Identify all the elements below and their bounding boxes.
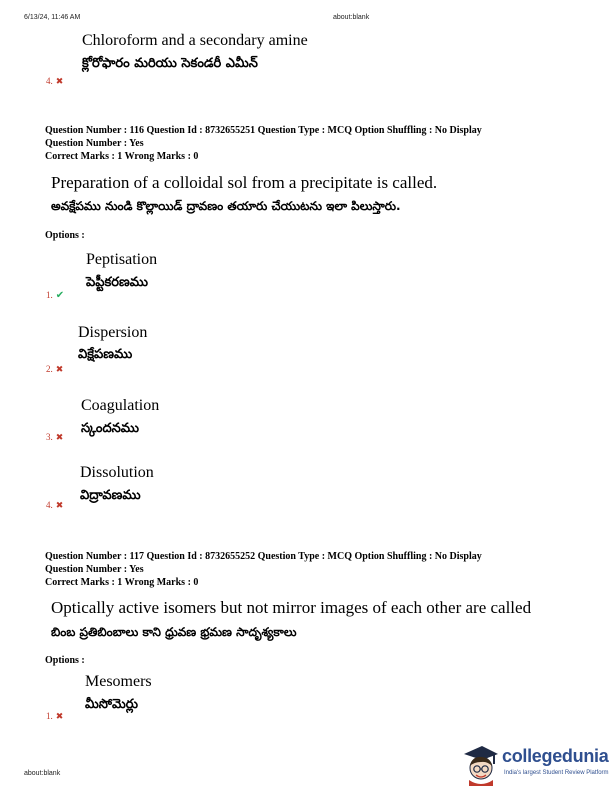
correct-check-icon: ✔ (55, 290, 65, 301)
q117-meta-line2: Question Number : Yes (45, 564, 144, 575)
q117-options-label: Options : (45, 655, 85, 666)
q116-meta-line1: Question Number : 116 Question Id : 8732655251 Question Type : MCQ Option Shuffling : No Display (45, 125, 482, 136)
q116-option-1-number (46, 290, 64, 301)
q116-meta-line2: Question Number : Yes (45, 138, 144, 149)
option-number: 1. (46, 290, 53, 300)
q117-option-1-number (46, 711, 63, 722)
q116-option-2-telugu: విక్షేపణము (78, 347, 133, 362)
print-url: about:blank (333, 14, 370, 21)
q116-option-2-english: Dispersion (78, 324, 148, 341)
q116-option-4-english: Dissolution (80, 464, 154, 481)
q116-option-4-number (46, 500, 63, 511)
q116-option-1-english: Peptisation (86, 251, 158, 268)
q116-meta (45, 124, 482, 163)
q116-meta-line3: Correct Marks : 1 Wrong Marks : 0 (45, 151, 199, 162)
prev-option-4-number (46, 76, 63, 87)
wrong-mark-icon: ✖ (55, 76, 64, 86)
footer-url: about:blank (24, 770, 61, 777)
q117-meta-line1: Question Number : 117 Question Id : 8732655252 Question Type : MCQ Option Shuffling : No Display (45, 551, 482, 562)
option-number: 1. (46, 711, 53, 721)
q116-option-3-number (46, 432, 63, 443)
prev-option-4-english: Chloroform and a secondary amine (82, 32, 308, 49)
print-datetime: 6/13/24, 11:46 AM (24, 14, 81, 21)
option-number: 4. (46, 76, 53, 86)
q116-option-4-telugu: విద్రావణము (80, 488, 141, 503)
collegedunia-logo (460, 738, 610, 788)
q117-option-1-telugu: మీసోమెర్లు (85, 697, 138, 712)
option-number: 4. (46, 500, 53, 510)
mascot-icon (460, 742, 500, 786)
q116-options-label: Options : (45, 230, 85, 241)
wrong-mark-icon: ✖ (55, 364, 64, 374)
q116-option-3-english: Coagulation (81, 397, 160, 414)
option-number: 2. (46, 364, 53, 374)
q117-meta-line3: Correct Marks : 1 Wrong Marks : 0 (45, 577, 199, 588)
wrong-mark-icon: ✖ (55, 500, 64, 510)
wrong-mark-icon: ✖ (55, 432, 64, 442)
q117-question-english: Optically active isomers but not mirror images of each other are called (51, 598, 532, 617)
q116-option-3-telugu: స్కందనము (81, 421, 140, 436)
q117-meta (45, 550, 482, 589)
q116-question-english: Preparation of a colloidal sol from a precipitate is called. (51, 173, 438, 192)
q116-option-1-telugu: పెప్టీకరణము (86, 275, 148, 290)
logo-wordmark: collegedunia (502, 746, 609, 766)
q117-question-telugu: బింబ ప్రతిబింబాలు కాని ధ్రువణ భ్రమణ సాదృశ్యకాలు (51, 625, 297, 639)
option-number: 3. (46, 432, 53, 442)
prev-option-4-telugu: క్లోరోఫారం మరియు సెకండరీ ఎమీన్ (82, 56, 258, 71)
q116-question-telugu: అవక్షేపము నుండి కొల్లాయిడ్ ద్రావణం తయారు చేయుటను ఇలా పిలుస్తారు. (51, 199, 401, 213)
wrong-mark-icon: ✖ (55, 711, 64, 721)
logo-tagline: India's largest Student Review Platform (504, 770, 609, 776)
q116-option-2-number (46, 364, 63, 375)
q117-option-1-english: Mesomers (85, 673, 152, 690)
